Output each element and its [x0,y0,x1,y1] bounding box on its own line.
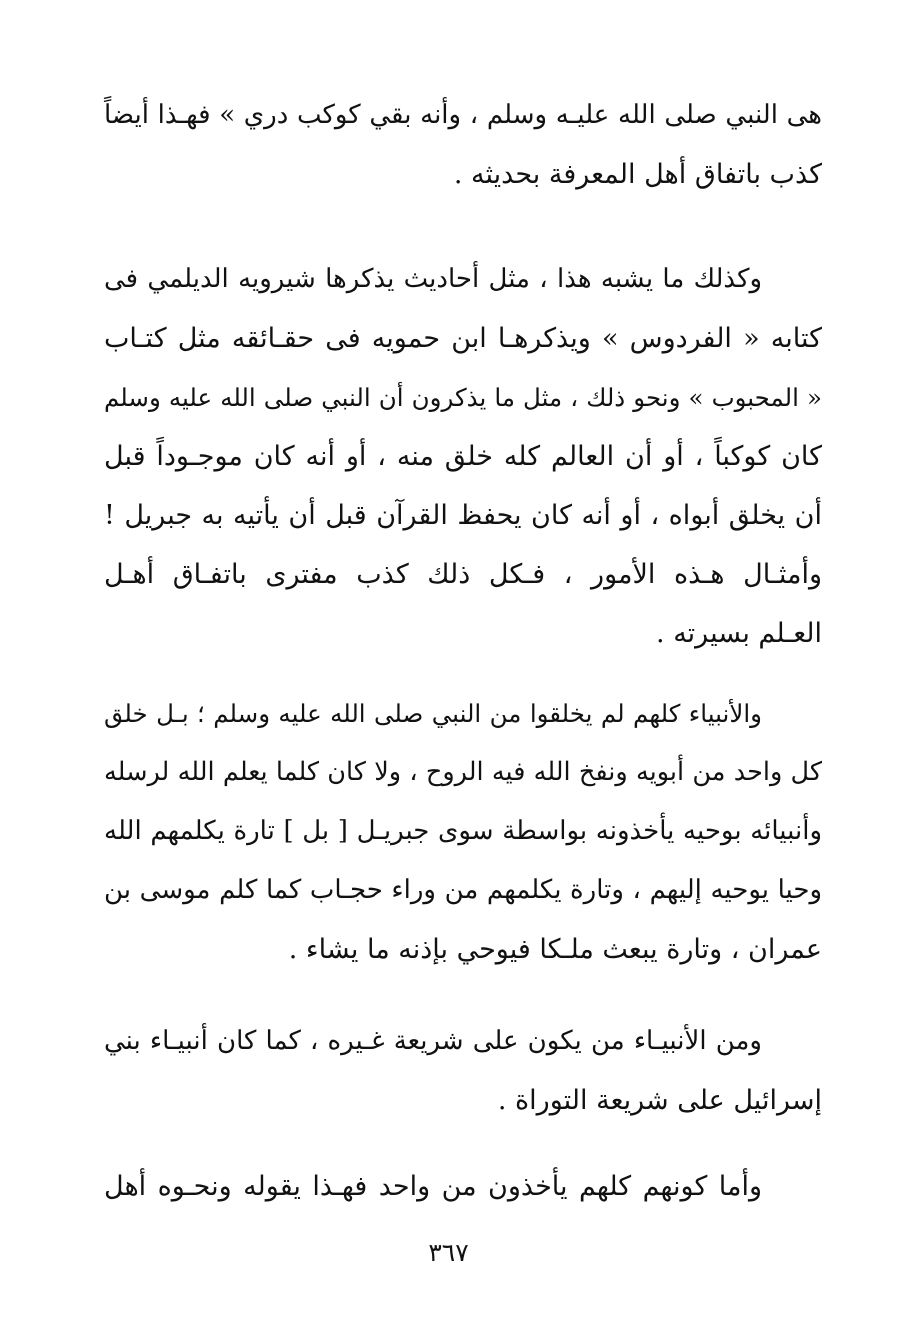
text-line: أن يخلق أبواه ، أو أنه كان يحفظ القرآن قبل أن يأتيه به جبريل ! [104,500,822,531]
paragraph-1 [104,86,822,204]
text-line: وأمثـال هـذه الأمور ، فـكل ذلك كذب مفترى باتفـاق أهـل [104,559,822,590]
text-line: وكذلك ما يشبه هذا ، مثل أحاديث يذكرها شيرويه الديلمي فى [104,264,762,294]
text-line: عمران ، وتارة يبعث ملـكا فيوحي بإذنه ما يشاء . [288,934,822,965]
text-line: كتابه « الفردوس » ويذكرهـا ابن حمويه فى حقـائقه مثل كتـاب [104,323,822,354]
paragraph-2 [104,250,822,663]
text-line: « المحبوب » ونحو ذلك ، مثل ما يذكرون أن النبي صلى الله عليه وسلم [104,383,822,412]
text-line: كان كوكباً ، أو أن العالم كله خلق منه ، أو أنه كان موجـوداً قبل [104,441,822,472]
text-line: إسرائيل على شريعة التوراة . [497,1085,822,1116]
text-line: والأنبياء كلهم لم يخلقوا من النبي صلى الله عليه وسلم ؛ بـل خلق [104,699,762,728]
text-line: ومن الأنبيـاء من يكون على شريعة غـيره ، كما كان أنبيـاء بني [104,1026,762,1056]
page-number: ٣٦٧ [428,1238,469,1267]
text-line: هى النبي صلى الله عليـه وسلم ، وأنه بقي كوكب دري » فهـذا أيضاً [104,100,822,130]
text-line: العـلم بسيرته . [656,618,822,649]
paragraph-5 [104,1157,822,1216]
text-line: وأما كونهم كلهم يأخذون من واحد فهـذا يقوله ونحـوه أهل [104,1171,762,1202]
text-line: كذب باتفاق أهل المعرفة بحديثه . [453,159,822,190]
text-line: وأنبيائه بوحيه يأخذونه بواسطة سوى جبريـل [ بل ] تارة يكلمهم الله [104,816,822,846]
text-line: وحيا يوحيه إليهم ، وتارة يكلمهم من وراء حجـاب كما كلم موسى بن [104,875,822,905]
text-line: كل واحد من أبويه ونفخ الله فيه الروح ، ولا كان كلما يعلم الله لرسله [104,757,822,787]
paragraph-4 [104,1012,822,1130]
paragraph-3 [104,684,822,979]
